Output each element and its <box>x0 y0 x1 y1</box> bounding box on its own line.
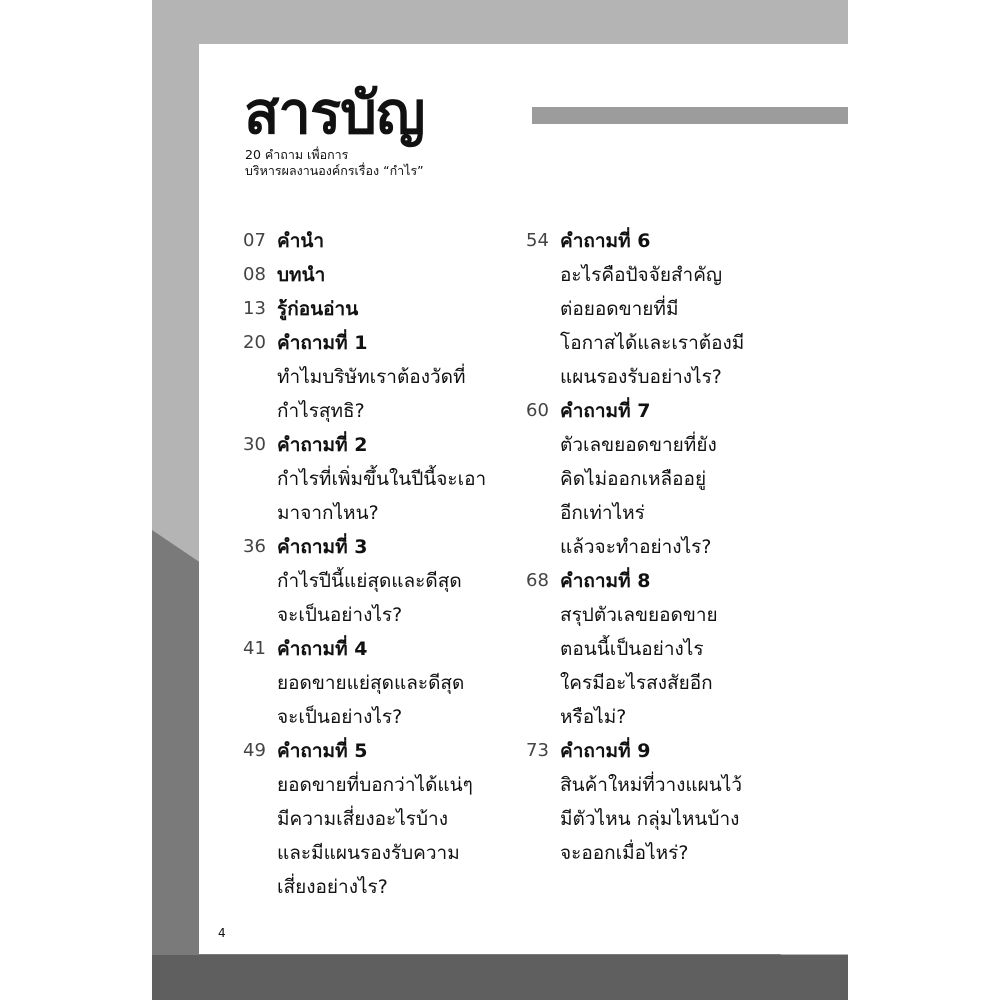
toc-page-number: 20 <box>243 332 266 353</box>
toc-entry[interactable] <box>243 326 513 428</box>
toc-page-number: 60 <box>526 400 549 421</box>
toc-entry-heading: รู้ก่อนอ่าน <box>277 298 359 320</box>
page-number: 4 <box>218 926 226 940</box>
toc-entry[interactable] <box>243 258 513 292</box>
toc-entry-text: และมีแผนรองรับความ <box>277 842 460 864</box>
toc-entry[interactable] <box>243 428 513 530</box>
toc-entry-text: ตัวเลขยอดขายที่ยัง <box>560 434 717 456</box>
toc-entry-text: โอกาสได้และเราต้องมี <box>560 332 745 354</box>
toc-entry[interactable] <box>243 632 513 734</box>
page-subtitle <box>245 147 424 179</box>
toc-entry-text: สินค้าใหม่ที่วางแผนไว้ <box>560 774 743 796</box>
background-bottom-band <box>152 955 848 1000</box>
toc-entry-heading: คำถามที่ 2 <box>277 434 368 456</box>
toc-page-number: 54 <box>526 230 549 251</box>
toc-page-number: 41 <box>243 638 266 659</box>
toc-entry-text: มีความเสี่ยงอะไรบ้าง <box>277 808 448 830</box>
toc-page-number: 13 <box>243 298 266 319</box>
toc-entry-heading: คำถามที่ 5 <box>277 740 368 762</box>
toc-entry-heading: คำถามที่ 9 <box>560 740 651 762</box>
toc-column-left <box>243 224 513 904</box>
toc-entry[interactable] <box>243 292 513 326</box>
toc-entry-text: ยอดขายแย่สุดและดีสุด <box>277 672 465 694</box>
toc-entry-text: แผนรองรับอย่างไร? <box>560 366 722 388</box>
toc-entry-text: กำไรปีนี้แย่สุดและดีสุด <box>277 570 462 592</box>
toc-entry-text: ใครมีอะไรสงสัยอีก <box>560 672 713 694</box>
toc-entry[interactable] <box>526 394 796 564</box>
toc-page-number: 49 <box>243 740 266 761</box>
toc-entry-text: มีตัวไหน กลุ่มไหนบ้าง <box>560 808 740 830</box>
toc-entry-text: แล้วจะทำอย่างไร? <box>560 536 712 558</box>
toc-entry-text: กำไรที่เพิ่มขึ้นในปีนี้จะเอา <box>277 468 487 490</box>
page-title: สารบัญ <box>244 79 425 147</box>
toc-entry-text: กำไรสุทธิ? <box>277 400 365 422</box>
toc-entry[interactable] <box>243 734 513 904</box>
toc-entry-text: อะไรคือปัจจัยสำคัญ <box>560 264 723 286</box>
toc-page-number: 36 <box>243 536 266 557</box>
toc-entry-text: คิดไม่ออกเหลืออยู่ <box>560 468 707 490</box>
toc-entry-heading: บทนำ <box>277 264 326 286</box>
toc-entry[interactable] <box>243 530 513 632</box>
toc-entry-text: สรุปตัวเลขยอดขาย <box>560 604 718 626</box>
toc-entry-text: จะเป็นอย่างไร? <box>277 706 403 728</box>
toc-entry-text: ทำไมบริษัทเราต้องวัดที่ <box>277 366 466 388</box>
toc-page-number: 08 <box>243 264 266 285</box>
toc-entry[interactable] <box>526 564 796 734</box>
toc-page-number: 07 <box>243 230 266 251</box>
toc-entry-text: มาจากไหน? <box>277 502 379 524</box>
subtitle-line-1: 20 คำถาม เพื่อการ <box>245 147 349 162</box>
toc-entry-heading: คำถามที่ 1 <box>277 332 368 354</box>
toc-entry-heading: คำถามที่ 7 <box>560 400 651 422</box>
toc-entry-heading: คำถามที่ 3 <box>277 536 368 558</box>
toc-entry-text: ยอดขายที่บอกว่าได้แน่ๆ <box>277 774 473 796</box>
toc-entry-heading: คำนำ <box>277 230 325 252</box>
toc-entry-heading: คำถามที่ 4 <box>277 638 368 660</box>
toc-entry-text: จะเป็นอย่างไร? <box>277 604 403 626</box>
toc-entry-text: เสี่ยงอย่างไร? <box>277 876 388 898</box>
toc-column-right <box>526 224 796 870</box>
toc-page-number: 68 <box>526 570 549 591</box>
toc-entry[interactable] <box>526 734 796 870</box>
toc-entry-heading: คำถามที่ 6 <box>560 230 651 252</box>
toc-entry-text: อีกเท่าไหร่ <box>560 502 645 524</box>
toc-entry[interactable] <box>243 224 513 258</box>
toc-page-number: 73 <box>526 740 549 761</box>
title-rule-bar <box>532 107 848 124</box>
toc-entry-text: หรือไม่? <box>560 706 627 728</box>
subtitle-line-2: บริหารผลงานองค์กรเรื่อง “กำไร” <box>245 163 424 178</box>
toc-entry-text: ต่อยอดขายที่มี <box>560 298 679 320</box>
toc-page-number: 30 <box>243 434 266 455</box>
toc-entry-heading: คำถามที่ 8 <box>560 570 651 592</box>
toc-entry[interactable] <box>526 224 796 394</box>
toc-entry-text: ตอนนี้เป็นอย่างไร <box>560 638 704 660</box>
toc-entry-text: จะออกเมื่อไหร่? <box>560 842 689 864</box>
